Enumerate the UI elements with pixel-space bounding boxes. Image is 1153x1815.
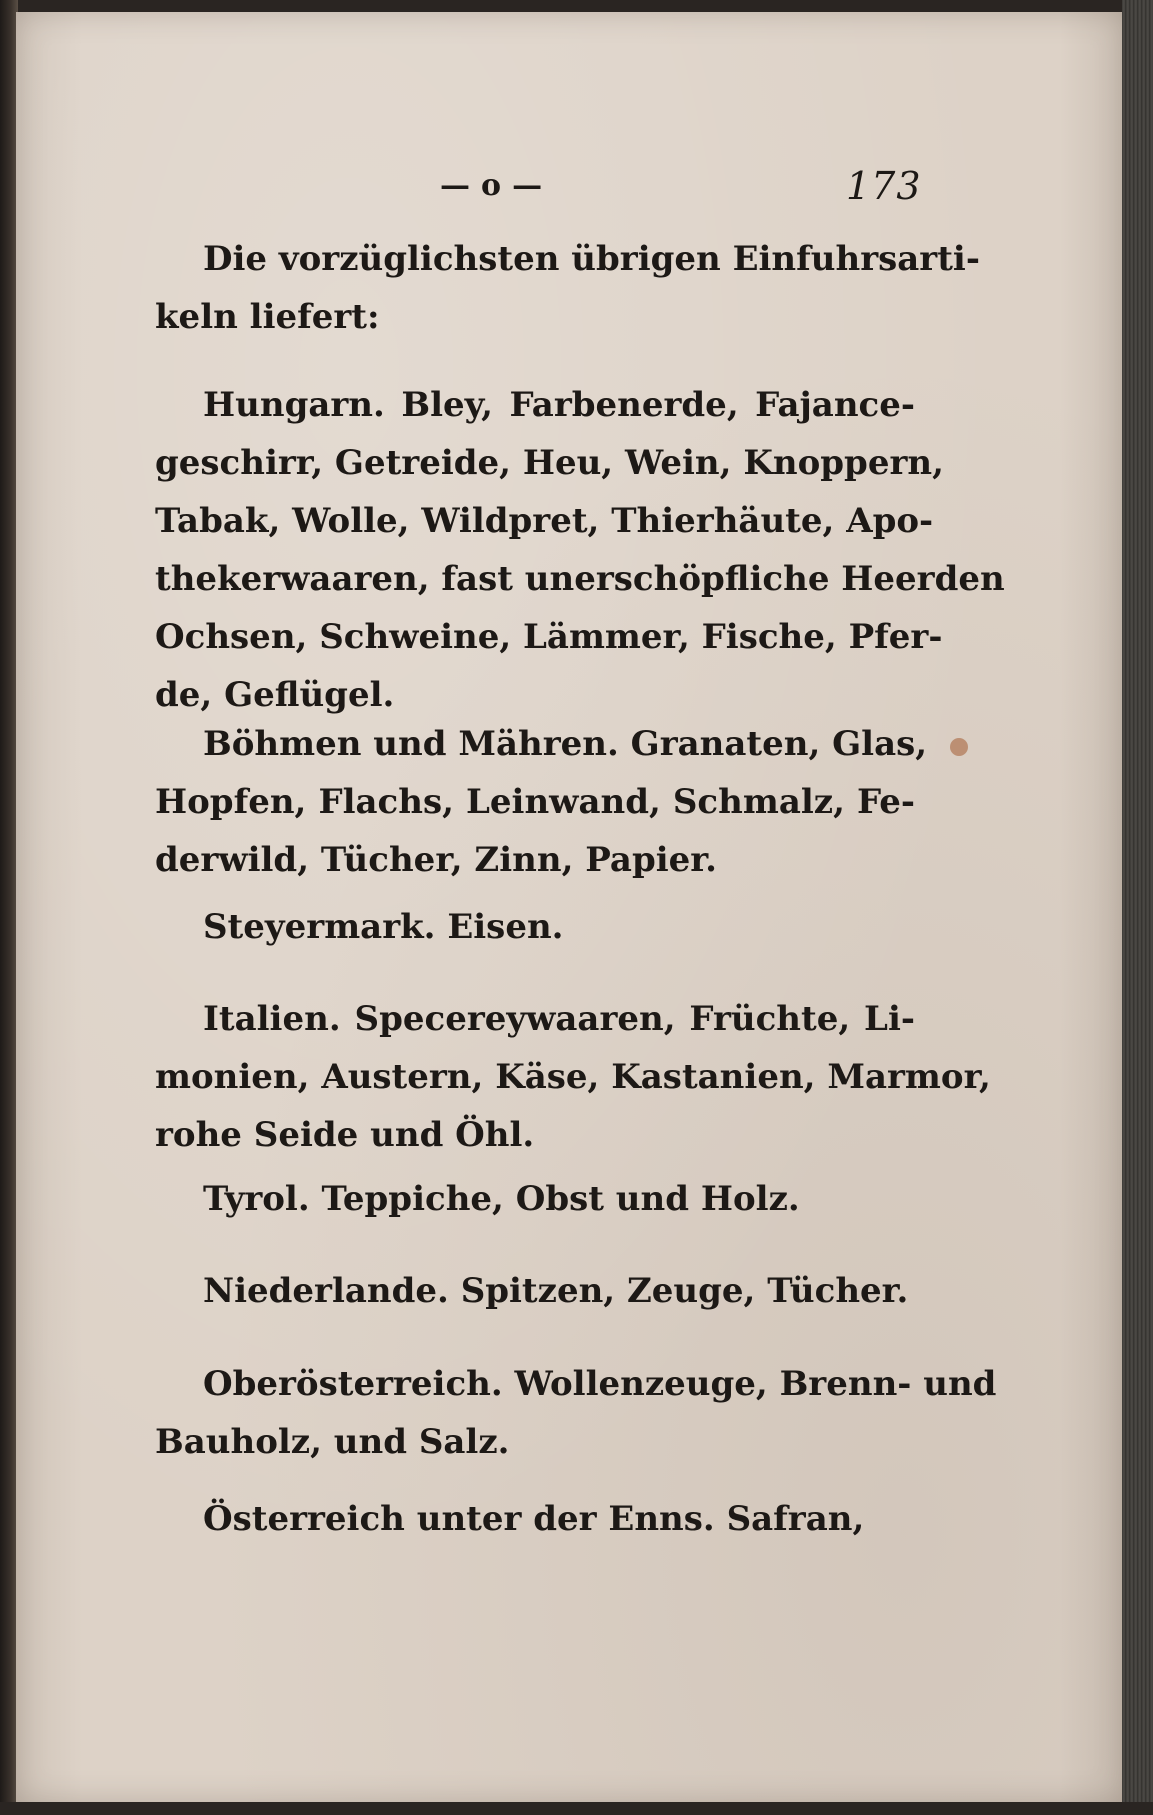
text-line: thekerwaaren, fast unerschöpfliche Heerden [155, 559, 1005, 599]
paragraph-niederlande [155, 1262, 915, 1320]
scan-top-edge [0, 0, 1153, 12]
paragraph-steyermark [155, 898, 915, 956]
head-ornament: — o — [440, 168, 543, 203]
page-number: 173 [846, 164, 922, 208]
text-line: monien, Austern, Käse, Kastanien, Marmor, [155, 1057, 991, 1097]
text-line: de, Geflügel. [155, 675, 395, 715]
text-line: Tabak, Wolle, Wildpret, Thierhäute, Apo- [155, 501, 934, 541]
text-line: Hopfen, Flachs, Leinwand, Schmalz, Fe- [155, 782, 915, 822]
text-line: Österreich unter der Enns. Safran, [203, 1499, 865, 1539]
text-line: Oberösterreich. Wollenzeuge, Brenn- und [203, 1364, 997, 1404]
text-line: Italien. Specereywaaren, Früchte, Li- [203, 999, 915, 1039]
text-line: Steyermark. Eisen. [203, 907, 564, 947]
text-line: Ochsen, Schweine, Lämmer, Fische, Pfer- [155, 617, 943, 657]
text-line: keln liefert: [155, 297, 380, 337]
paragraph-oberoesterreich [155, 1355, 997, 1471]
paragraph-intro [155, 230, 980, 346]
paragraph-tyrol [155, 1170, 915, 1228]
text-line: geschirr, Getreide, Heu, Wein, Knoppern, [155, 443, 944, 483]
text-line: rohe Seide und Öhl. [155, 1115, 535, 1155]
paragraph-italien [155, 990, 991, 1164]
text-line: Hungarn. Bley, Farbenerde, Fajance- [203, 385, 915, 425]
text-line: Bauholz, und Salz. [155, 1422, 510, 1462]
text-line: Böhmen und Mähren. Granaten, Glas, [203, 724, 928, 764]
text-line: Tyrol. Teppiche, Obst und Holz. [203, 1179, 800, 1219]
text-line: Niederlande. Spitzen, Zeuge, Tücher. [203, 1271, 909, 1311]
text-line: Die vorzüglichsten übrigen Einfuhrsarti- [203, 239, 980, 279]
page-stack-edge [1122, 0, 1153, 1815]
text-line: derwild, Tücher, Zinn, Papier. [155, 840, 717, 880]
paper-stain [950, 738, 968, 756]
paragraph-hungarn [155, 376, 1005, 724]
paragraph-boehmen [155, 715, 928, 889]
paragraph-oesterreich [155, 1490, 915, 1548]
scan-bottom-edge [0, 1802, 1153, 1815]
